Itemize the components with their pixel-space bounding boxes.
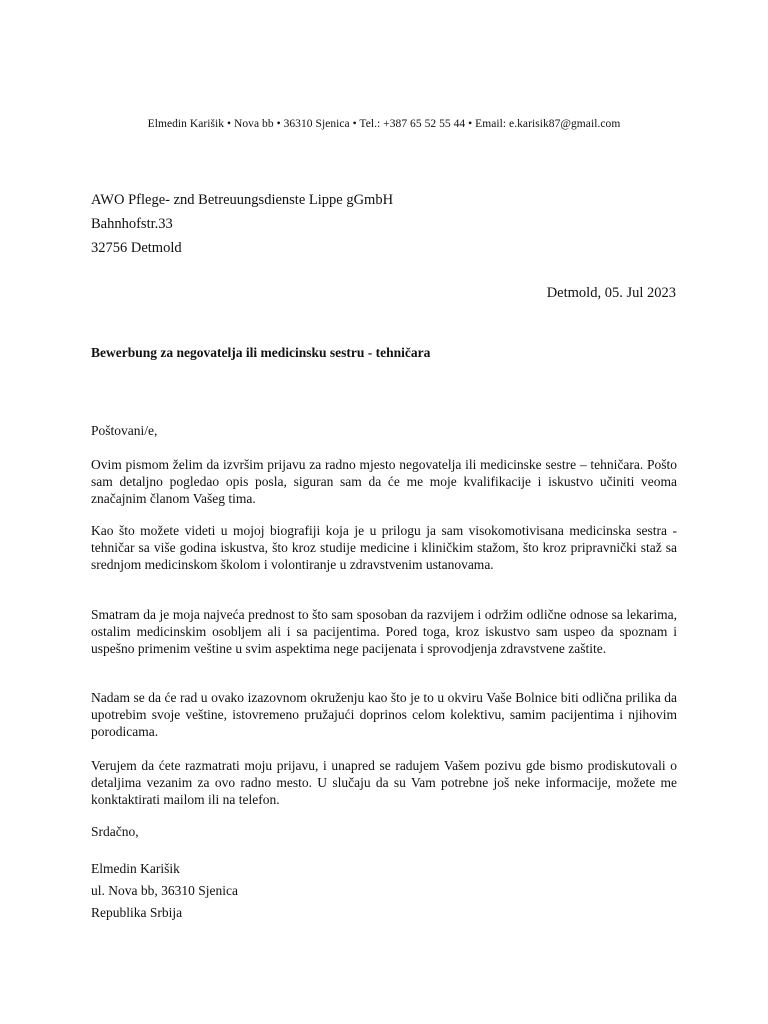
signature-country: Republika Srbija [91,905,183,920]
sender-letterhead: Elmedin Karišik • Nova bb • 36310 Sjenica • Tel.: +387 65 52 55 44 • Email: e.karisik87@gmail.com [147,118,621,130]
body-paragraph: Nadam se da će rad u ovako izazovnom okruženju kao što je to u okviru Vaše Bolnice biti odlična prilika da upotrebim svoje veštine, istovremeno pružajući doprinos celom kolektivu, samim pacijentima i njihovim porodicama. [91,690,677,739]
signature-block [91,858,677,924]
letter-date: Detmold, 05. Jul 2023 [546,285,676,301]
recipient-city: 32756 Detmold [91,240,182,256]
salutation: Poštovani/e, [91,423,158,438]
closing-phrase: Srdačno, [91,824,139,839]
signature-name: Elmedin Karišik [91,861,180,876]
body-paragraph: Smatram da je moja najveća prednost to što sam sposoban da razvijem i održim odlične odnose sa lekarima, ostalim medicinskim osobljem ali i sa pacijentima. Pored toga, kroz iskustvo sam uspeo da spoznam i uspešno primenim veštine u svim aspektima nege pacijenata i sprovodjenja zdravstvene zaštite. [91,607,677,656]
signature-address: ul. Nova bb, 36310 Sjenica [91,883,238,898]
recipient-address [91,188,677,260]
body-paragraph: Kao što možete videti u mojoj biografiji koja je u prilogu ja sam visokomotivisana medicinska sestra - tehničar sa više godina iskustva, što kroz studije medicine i kliničkim stažom, što kroz pripravnički staž sa srednjom medicinskom školom i volontiranje u zdravstvenim ustanovama. [91,523,677,572]
body-paragraph: Verujem da ćete razmatrati moju prijavu, i unapred se radujem Vašem pozivu gde bismo prodiskutovali o detaljima vezanim za ovo radno mesto. U slučaju da su Vam potrebne još neke informacije, možete me konktaktirati mailom ili na telefon. [91,758,677,807]
recipient-company: AWO Pflege- znd Betreuungsdienste Lippe gGmbH [91,192,394,208]
recipient-street: Bahnhofstr.33 [91,216,173,232]
body-paragraph: Ovim pismom želim da izvršim prijavu za radno mjesto negovatelja ili medicinske sestre – tehničara. Pošto sam detaljno pogledao opis posla, siguran sam da će me moje kvalifikacije i iskustvo učiniti veoma značajnim članom Vašeg tima. [91,457,677,506]
letter-subject: Bewerbung za negovatelja ili medicinsku sestru - tehničara [91,345,431,360]
